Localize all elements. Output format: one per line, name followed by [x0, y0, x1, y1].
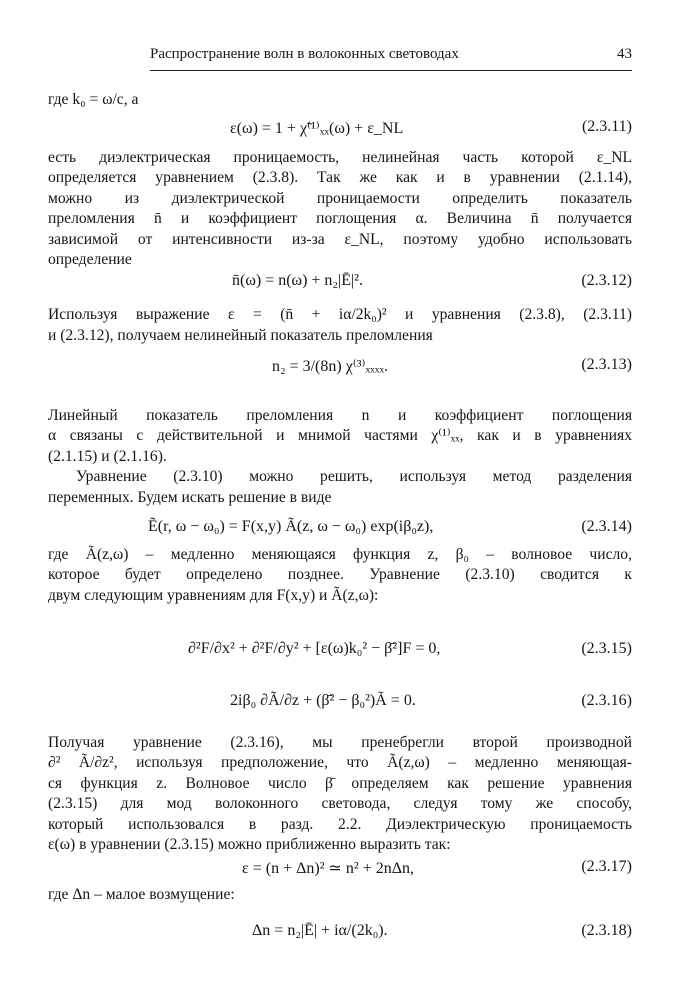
text-line: ε(ω) в уравнении (2.3.15) можно приближенно выразить так:	[48, 836, 451, 853]
text-line: определяется уравнением (2.3.8). Так же как и в уравнении (2.1.14),	[48, 169, 632, 186]
header-title: Распространение волн в волоконных световодах	[150, 46, 459, 62]
text-line: которое будет определено позднее. Уравнение (2.3.10) сводится к	[48, 566, 632, 583]
text-line: который использовался в разд. 2.2. Диэлектрическую проницаемость	[48, 816, 632, 833]
page-number: 43	[617, 46, 632, 62]
equation-formula: Ẽ(r, ω − ω₀) = F(x,y) Ã(z, ω − ω₀) exp(iβ₀z),	[148, 518, 434, 535]
equation-formula: ε(ω) = 1 + χ̃⁽¹⁾ₓₓ(ω) + ε_NL	[230, 120, 404, 137]
equation-number: (2.3.17)	[581, 858, 632, 875]
text-line: определение	[48, 251, 132, 268]
running-header	[150, 44, 632, 71]
equation	[48, 640, 632, 680]
text-line: Уравнение (2.3.10) можно решить, используя метод разделения	[76, 468, 632, 485]
text-line: Линейный показатель преломления n и коэффициент поглощения	[48, 407, 632, 424]
text-line: есть диэлектрическая проницаемость, нелинейная часть которой ε_NL	[48, 149, 632, 166]
text-line: преломления n̄ и коэффициент поглощения α. Величина n̄ получается	[48, 210, 632, 227]
text-line: α связаны с действительной и мнимой частями χ⁽¹⁾ₓₓ, как и в уравнениях	[48, 427, 632, 444]
text-line: ∂² Ã/∂z², используя предположение, что Ã(z,ω) – медленно меняющая-	[48, 754, 632, 771]
equation-formula: 2iβ₀ ∂Ã/∂z + (β̄² − β₀²)Ã = 0.	[230, 692, 416, 709]
equation	[48, 118, 632, 158]
equation	[48, 518, 632, 558]
equation-formula: ∂²F/∂x² + ∂²F/∂y² + [ε(ω)k₀² − β̄²]F = 0,	[188, 640, 441, 657]
equation	[48, 356, 632, 396]
equation-number: (2.3.14)	[581, 518, 632, 535]
text-line: где Ã(z,ω) – медленно меняющаяся функция z, β₀ – волновое число,	[48, 546, 632, 563]
equation-number: (2.3.11)	[581, 118, 632, 135]
text-line: и (2.3.12), получаем нелинейный показатель преломления	[48, 327, 433, 344]
text-line: двум следующим уравнениям для F(x,y) и Ã(z,ω):	[48, 587, 379, 604]
text-line: Получая уравнение (2.3.16), мы пренебрегли второй производной	[48, 734, 632, 751]
equation	[48, 272, 632, 312]
equation	[48, 858, 632, 898]
equation-formula: ε = (n + Δn)² ≃ n² + 2nΔn,	[242, 860, 415, 877]
text-line: ся функция z. Волновое число β̄ определяем как решение уравнения	[48, 775, 632, 792]
equation-number: (2.3.13)	[581, 356, 632, 373]
text-line: (2.1.15) и (2.1.16).	[48, 448, 167, 465]
equation-number: (2.3.16)	[581, 692, 632, 709]
text-line: можно из диэлектрической проницаемости определить показатель	[48, 190, 632, 207]
equation-formula: n̄(ω) = n(ω) + n₂|Ē|².	[232, 272, 363, 289]
text-line: где k₀ = ω/c, а	[48, 91, 139, 108]
text-line: Используя выражение ε = (n̄ + iα/2k₀)² и уравнения (2.3.8), (2.3.11)	[48, 306, 632, 323]
text-line: где Δn – малое возмущение:	[48, 886, 235, 903]
text-line: (2.3.15) для мод волоконного световода, следуя тому же способу,	[48, 795, 632, 812]
equation-formula: Δn = n₂|Ē| + iα/(2k₀).	[252, 922, 388, 939]
equation	[48, 922, 632, 962]
text-line: зависимой от интенсивности из-за ε_NL, поэтому удобно использовать	[48, 231, 632, 248]
equation	[48, 692, 632, 732]
equation-number: (2.3.15)	[581, 640, 632, 657]
equation-number: (2.3.12)	[581, 272, 632, 289]
equation-number: (2.3.18)	[581, 922, 632, 939]
equation-formula: n₂ = 3/(8n) χ⁽³⁾ₓₓₓₓ.	[272, 358, 389, 375]
text-line: переменных. Будем искать решение в виде	[48, 489, 332, 506]
